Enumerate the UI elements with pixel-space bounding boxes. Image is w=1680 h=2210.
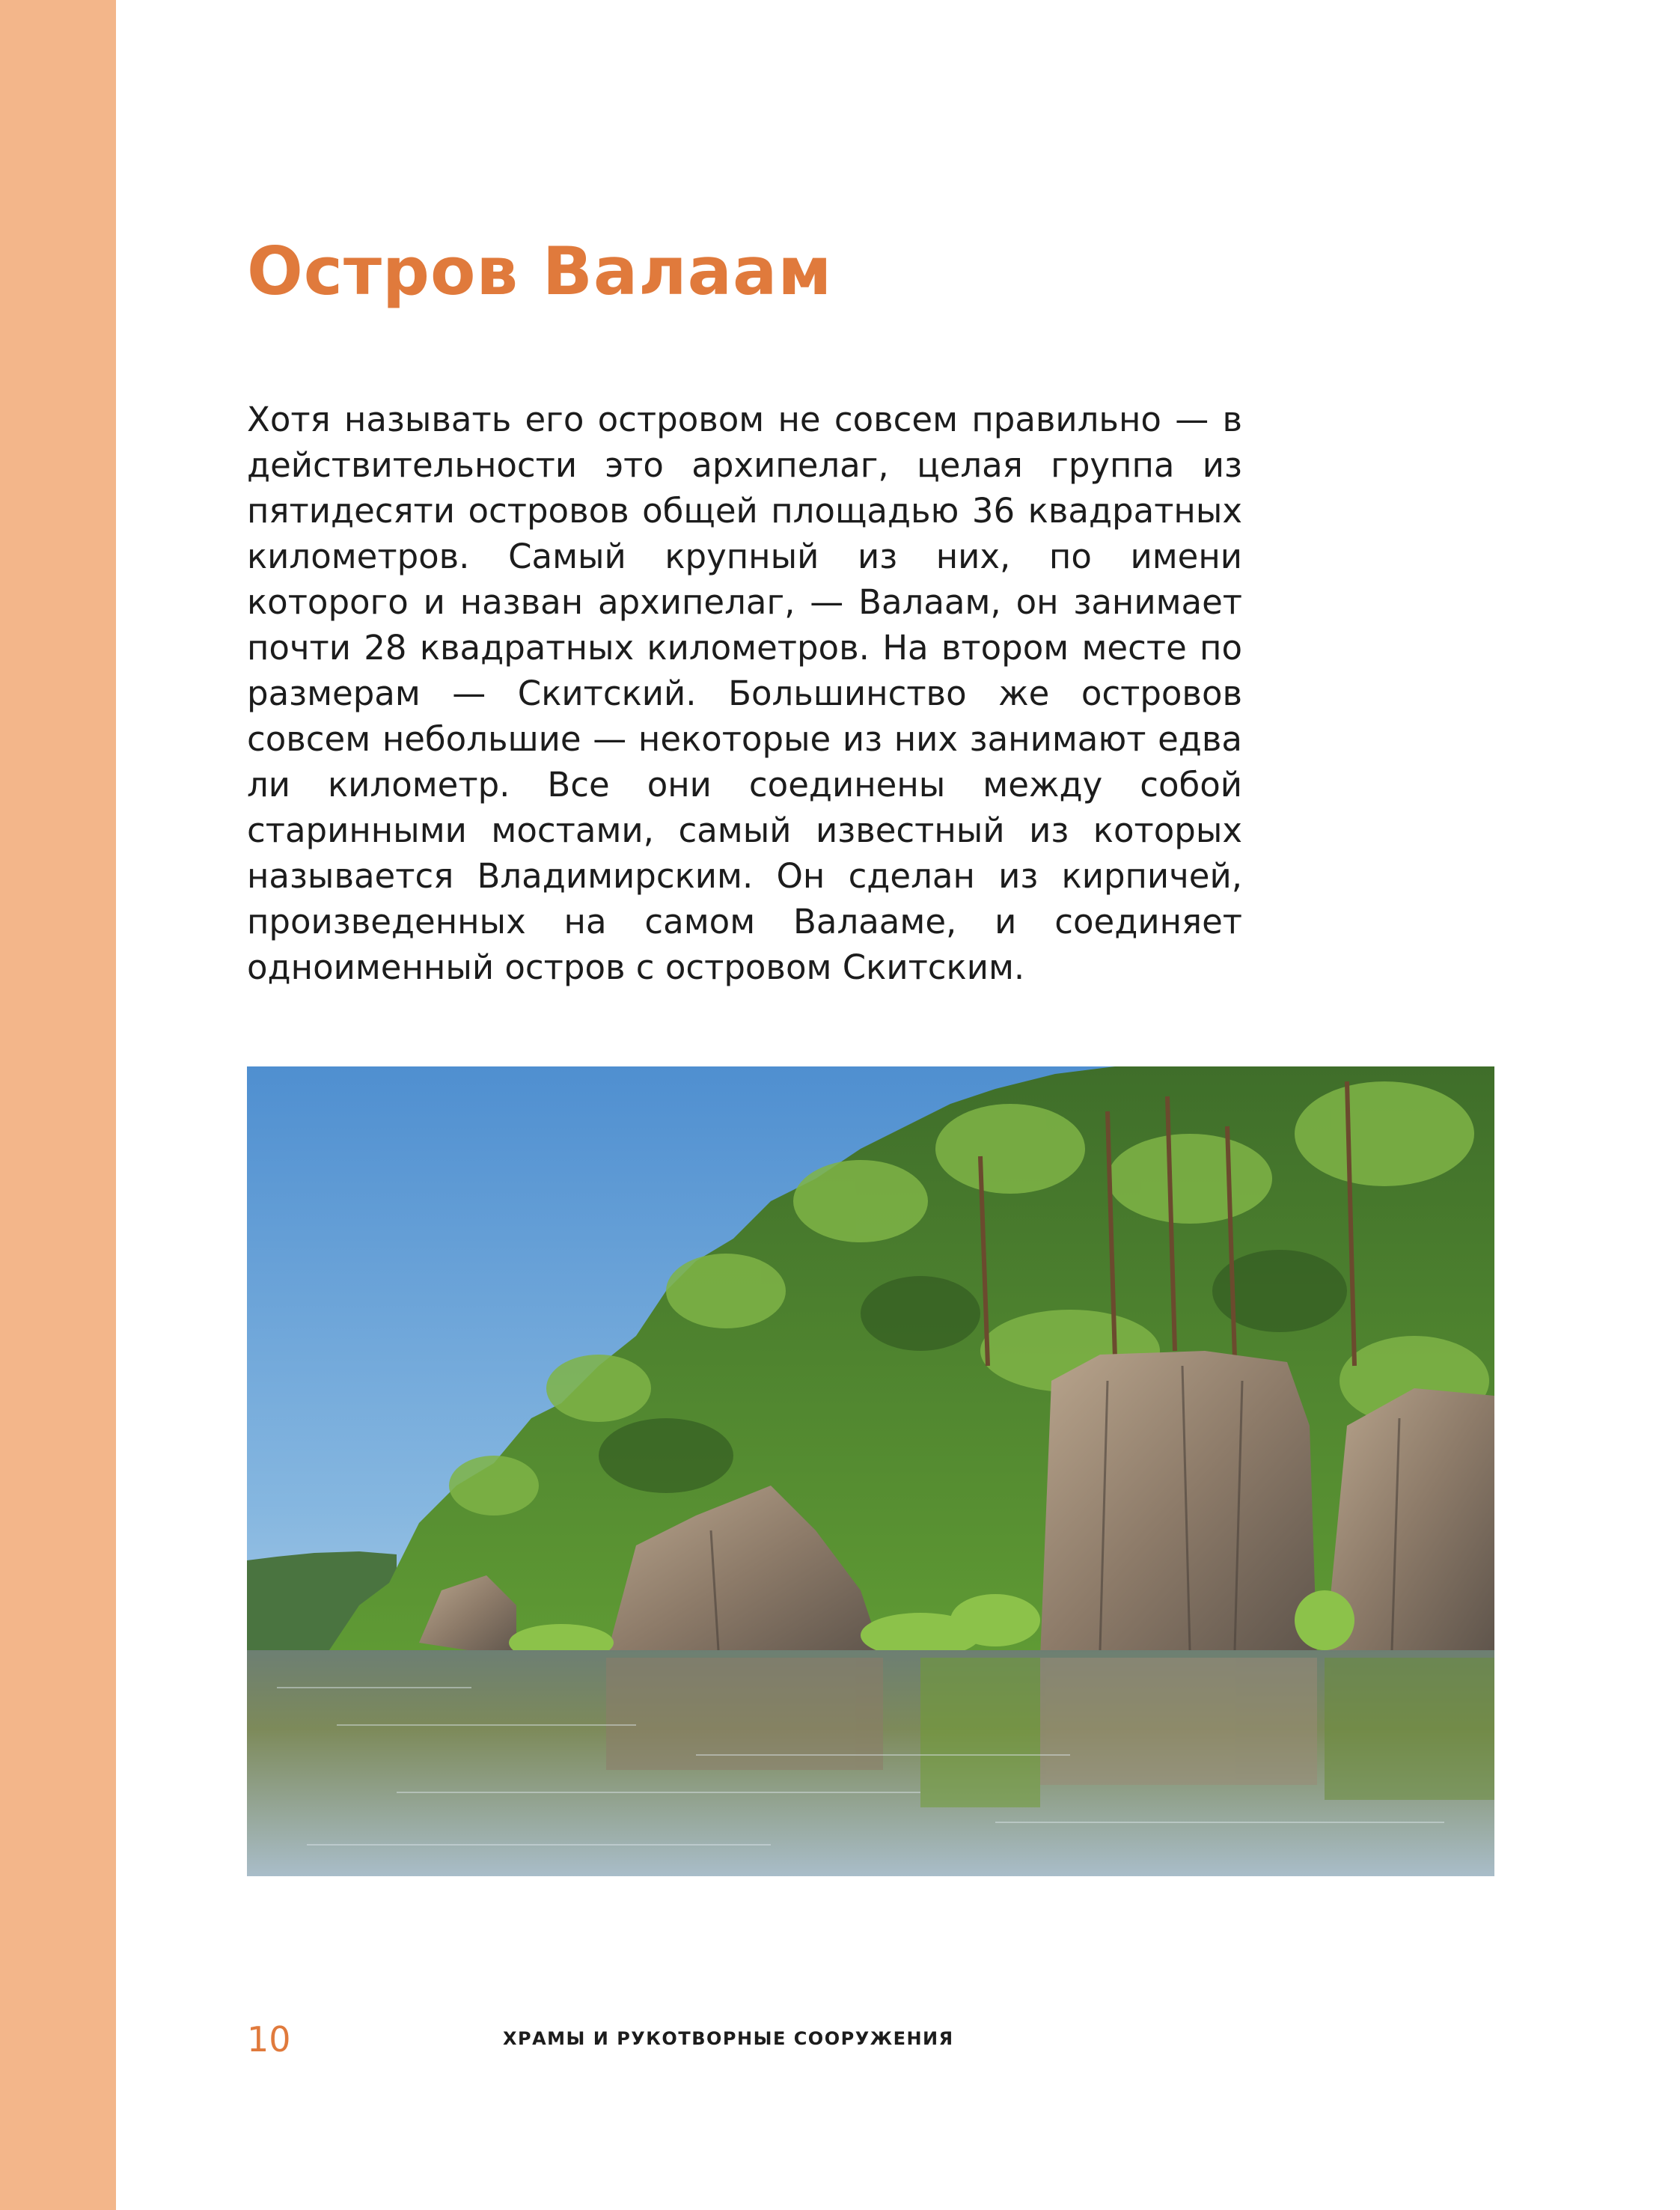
page-number: 10 xyxy=(247,2019,291,2060)
island-photo xyxy=(247,1066,1494,1876)
island-photo-illustration xyxy=(247,1066,1494,1876)
page-title: Остров Валаам xyxy=(247,233,833,310)
body-paragraph: Хотя называть его островом не совсем правильно — в действительности это архипелаг, целая группа из пятидесяти островов общей площадью 36 квадратных километров. Самый крупный из них, по имени которого и назван архипелаг, — Валаам, он занимает почти 28 квадратных километров. На втором месте по размерам — Скитский. Большинство же островов совсем небольшие — некоторые из них занимают едва ли километр. Все они соединены между собой старинными мостами, самый известный из которых называется Владимирским. Он сделан из кирпичей, произведенных на самом Валааме, и соединяет одноименный остров с островом Скитским. xyxy=(247,400,1242,987)
side-color-stripe xyxy=(0,0,116,2210)
running-footer-section-title: ХРАМЫ И РУКОТВОРНЫЕ СООРУЖЕНИЯ xyxy=(503,2028,954,2049)
